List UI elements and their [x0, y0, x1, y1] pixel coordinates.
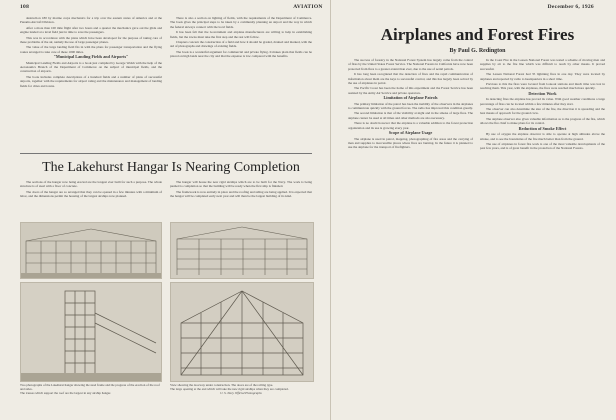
- paragraph: The Pacific Coast has been the home of this experiment and the Forest Service has been assisted by the Army Air Service and private operators.: [348, 86, 473, 95]
- left-top-column-1: [20, 16, 162, 151]
- caption-right: [170, 383, 312, 395]
- paragraph: The value of the large landing field fits in with the plans for passenger transportation and the flying routes arranged to take care of these 1000 miles.: [20, 45, 162, 54]
- section-heading: Detection Work: [528, 90, 557, 96]
- photo-credit: U. S. Navy Official Photographs: [220, 391, 262, 395]
- section-heading: Limitation of Airplane Patrols: [383, 95, 438, 101]
- paragraph: It has long been recognized that the detection of fires and the rapid communication of information about them are the keys to successful control, and this has largely been solved by the use of airplanes in patrol.: [348, 72, 473, 86]
- paragraph: The hangar will house the new rigid airships which are to be built for the Navy. The work is being pushed to completion so that the building will be ready when the first ship is finished.: [170, 180, 312, 189]
- article-byline: By Paul G. Redington: [449, 48, 506, 54]
- paragraph: The doors of the hangar are so arranged that they can be opened in a few minutes with a minimum of labor, and the dimensions permit the housing of the largest airships now planned.: [20, 189, 162, 199]
- section-heading: "Municipal Landing Fields and Airports": [53, 54, 129, 60]
- paragraph: The second limitation is that of the visibility at night and in the smoke of large fires. The airplane cannot be used at all times and other methods are also necessary.: [348, 111, 473, 120]
- caption-text: View showing the doorway under construction. The doors are of the rolling type.: [170, 383, 274, 387]
- paragraph: The primary limitation of the patrol has been the inability of the observers in the airplanes to communicate quickly with the ground forces. The radio has improved this condition greatly.: [348, 101, 473, 111]
- hangar-frame-illustration: [171, 223, 313, 278]
- paragraph: In the Coast Fire in the Lassen National Forest was tested a scheme of moving men and supplies by air to the fire line which was difficult to reach by other means. It proved successful.: [480, 58, 605, 71]
- paragraph: It has been felt that the Government and airplane manufacturers are willing to help in establishing fields, but the towns must take the first step and the rest will follow.: [170, 30, 312, 39]
- caption-text: The large opening at the end which will take the new rigid airships when they are completed.: [170, 387, 289, 391]
- paragraph: The success of forestry in the National Forest System has largely come from the control of fires by the United States Forest Service. The National Forests in California have now been protected from fires to a greater extent than ever, due to the use of aerial patrols.: [348, 58, 473, 71]
- paragraph: Municipal Landing Fields and Airports is a book just compiled by George Walsh with the help of the Aeronautics Branch of the Department of Commerce on the subject of municipal fields, and the construction of airports.: [20, 60, 162, 74]
- caption-left: [20, 383, 160, 395]
- paragraph: The Lassen National Forest had 35 lightning fires in one day. They were located by airplanes and reported by radio to headquarters in a short time.: [480, 72, 605, 81]
- paragraph: By use of oxygen the airplane observer is able to operate at high altitudes above the smoke, and to see the boundaries of the fire much better than from the ground.: [480, 132, 605, 141]
- left-top-column-2: [170, 16, 312, 151]
- paragraph: This was in accordance with the plans which have been developed for the purpose of taking care of these problems of the air, namely the use of large passenger planes.: [20, 35, 162, 45]
- hangar-doorway-illustration: [21, 283, 161, 381]
- issue-date: December 6, 1926: [547, 4, 594, 10]
- hangar-photo-bottom-left: [20, 282, 162, 382]
- paragraph: The airplane is used in patrol, mapping, photographing of fire areas and the carrying of men and supplies to inaccessible places where fires are burning. In the future it is planned to use the airplane for the transport of firefighters.: [348, 136, 473, 150]
- article-column-1: [348, 58, 473, 413]
- hangar-photo-top-left: [20, 222, 162, 279]
- paragraph: Previous to this the fires were located from lookout stations and much time was lost in reaching them. This year, with the airplanes, the fires were reached much more quickly.: [480, 82, 605, 91]
- caption-text: The trusses which support the roof are the largest in any airship hangar.: [20, 391, 112, 395]
- paragraph: The framework is now entirely in place and the roofing and siding are being applied. It is expected that the hangar will be completed early next year and will then be the largest building of its kind.: [170, 189, 312, 199]
- paragraph: After a more than 100 mile flight after two hours and a quarter the mechanics gave out the glide and engine landed at a level field just in time to save the passengers.: [20, 25, 162, 35]
- paragraph: The airplane observer also gives valuable information as to the progress of the fire, which allows the fire chief to make plans for its control.: [480, 116, 605, 126]
- hangar-frame-illustration: [21, 223, 161, 278]
- page-number-left: 108: [20, 4, 30, 10]
- hangar-photo-bottom-right: [170, 282, 314, 382]
- paragraph: The book includes complete descriptions of a hundred fields and a number of plans of successful airports, together with the requirements for airport rating and the maintenance and management of landing fields for cities and towns.: [20, 74, 162, 88]
- caption-text: Two photographs of the Lakehurst hangar showing the steel frame and the progress of the erection of the roof and sides.: [20, 383, 160, 391]
- paragraph: The observer can also determine the size of the fire, the direction it is spreading and the best means of approach for the ground crew.: [480, 107, 605, 116]
- hangar-photo-top-right: [170, 222, 314, 279]
- paragraph: There is no doubt however that the airplane is a valuable addition to the forest protection organization and its use is growing every year.: [348, 121, 473, 130]
- left-bottom-column-2: [170, 180, 312, 220]
- paragraph: destruction 180 by marine corps mechanics for a trip over the eastern states of America and at the Panama Aircraft Division.: [20, 16, 162, 25]
- forest-fires-article-title: Airplanes and Forest Fires: [380, 25, 575, 44]
- hangar-article-title: The Lakehurst Hangar Is Nearing Completion: [42, 160, 300, 175]
- hangar-end-illustration: [171, 283, 313, 381]
- paragraph: The book is a wonderful argument for commercial and private flying. It makes plain that fields can be placed on high lands near the city and that the expense is low compared with the benefits.: [170, 49, 312, 59]
- paragraph: There is also a section on lighting of fields, with the requirements of the Department of Commerce. The book gives the principal steps to be taken by a community planning an airport and the way in which the federal airways connect with the local fields.: [170, 16, 312, 29]
- section-heading: Scope of Airplane Usage: [388, 130, 433, 136]
- section-heading: Reduction of Smoke Effect: [518, 125, 567, 131]
- article-column-2: [480, 58, 605, 413]
- paragraph: Chapters concern the construction of a field and how it should be graded, drained and marked, with the aid of photographs and drawings of existing fields.: [170, 40, 312, 49]
- divider: [20, 153, 312, 154]
- paragraph: The sections of the hangar now being erected are the longest ever built for such a purpose. The whole structure is of steel with a floor of concrete.: [20, 180, 162, 189]
- paragraph: In detecting fires the airplane has proved its value. With good weather conditions a large percentage of fires can be located within a few minutes after they start.: [480, 97, 605, 106]
- journal-name: AVIATION: [293, 4, 323, 10]
- left-bottom-column-1: [20, 180, 162, 220]
- gutter: [330, 0, 331, 420]
- paragraph: The use of airplanes in forest fire work is one of the most valuable developments of the past few years, and is of great benefit in the protection of the National Forests.: [480, 141, 605, 151]
